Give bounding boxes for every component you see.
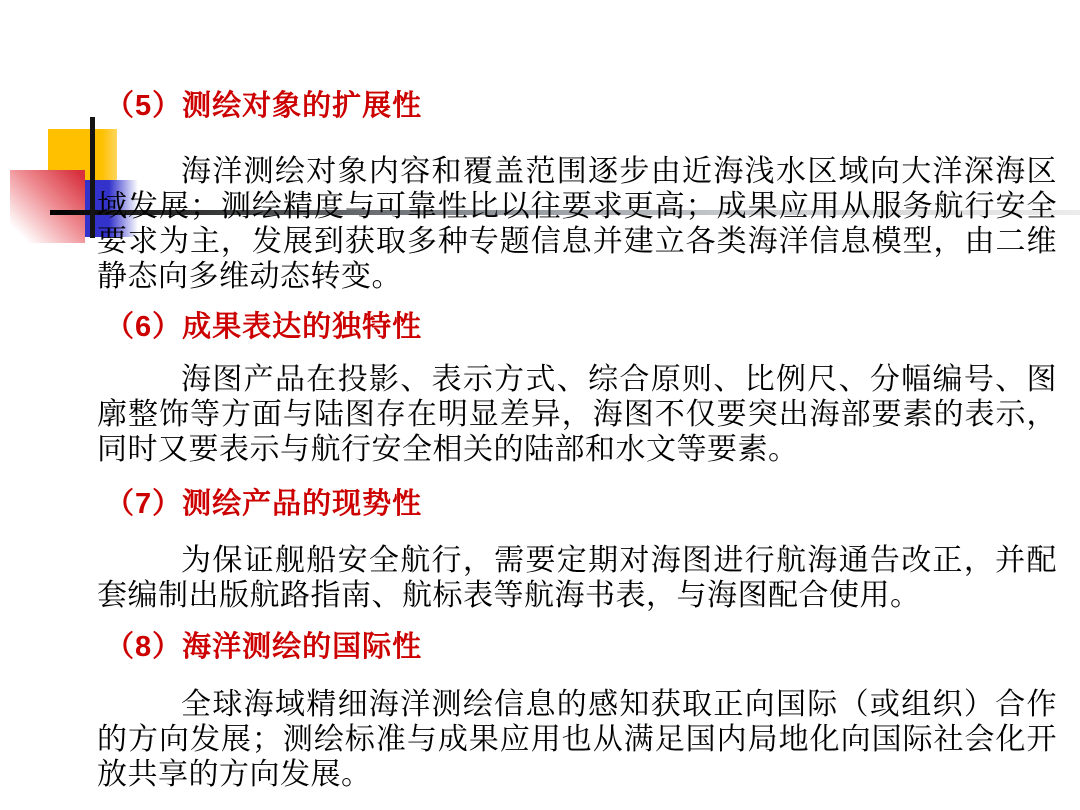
section-6 xyxy=(97,311,1057,467)
section-6-heading: （6）成果表达的独特性 xyxy=(105,311,423,343)
section-5 xyxy=(97,90,1057,294)
section-7 xyxy=(97,488,1057,613)
red-gradient-square-accent xyxy=(10,170,85,243)
section-7-heading: （7）测绘产品的现势性 xyxy=(105,488,423,520)
section-6-body: 海图产品在投影、表示方式、综合原则、比例尺、分幅编号、图廓整饰等方面与陆图存在明显差异，海图不仅要突出海部要素的表示，同时又要表示与航行安全相关的陆部和水文等要素。 xyxy=(97,363,1057,466)
section-8-body: 全球海域精细海洋测绘信息的感知获取正向国际（或组织）合作的方向发展；测绘标准与成果应用也从满足国内局地化向国际社会化开放共享的方向发展。 xyxy=(97,688,1057,791)
section-8 xyxy=(97,631,1057,792)
section-5-heading: （5）测绘对象的扩展性 xyxy=(105,90,423,122)
section-8-heading: （8）海洋测绘的国际性 xyxy=(105,631,423,663)
section-5-body: 海洋测绘对象内容和覆盖范围逐步由近海浅水区域向大洋深海区域发展；测绘精度与可靠性比以往要求更高；成果应用从服务航行安全要求为主，发展到获取多种专题信息并建立各类海洋信息模型，由二维静态向多维动态转变。 xyxy=(97,155,1057,293)
vertical-rule-accent xyxy=(90,117,95,238)
section-7-body: 为保证舰船安全航行，需要定期对海图进行航海通告改正，并配套编制出版航路指南、航标表等航海书表，与海图配合使用。 xyxy=(97,544,1057,612)
slide-content xyxy=(97,0,1057,792)
